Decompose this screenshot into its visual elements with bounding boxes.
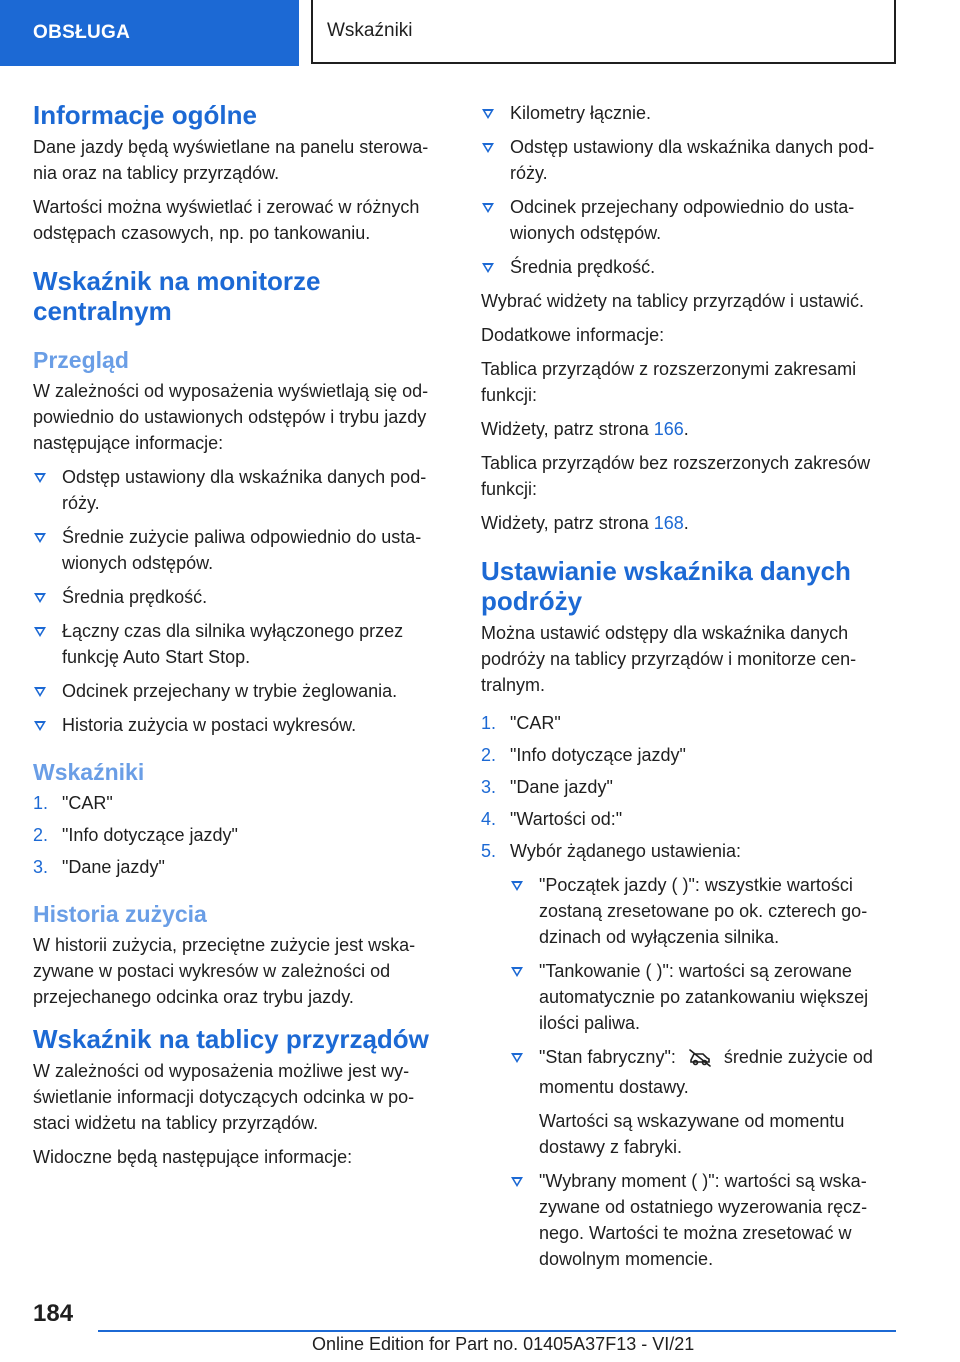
- list-item: "Stan fabryczny": średnie zużycie od momentu dostawy. Wartości są wskazywane od momentu dostawy z fabryki.: [510, 1044, 896, 1160]
- page-reference: Widżety, patrz strona 168.: [481, 513, 689, 533]
- list-item: Średnie zużycie paliwa odpowiednio do usta-wionych odstępów.: [33, 524, 448, 576]
- triangle-bullet-icon: [482, 203, 494, 213]
- heading-instrument-cluster: Wskaźnik na tablicy przyrządów: [33, 1024, 429, 1054]
- step-item: 1. "CAR": [481, 713, 561, 733]
- paragraph: Wybrać widżety na tablicy przyrządów i ustawić.: [481, 291, 864, 311]
- step-item: 4. "Wartości od:": [481, 809, 623, 829]
- left-column: [33, 100, 448, 1178]
- step-item: 5. Wybór żądanego ustawienia: "Początek jazdy ( )": wszystkie wartości zostaną zresetowane po ok. czterech go-dzinach od wyłączenia silnika. "Tankowanie ( )": wartości są zerowane automatycznie po zatankowaniu większej ilości paliwa. "Stan fabryczny": średnie zużycie od momentu dostawy. Wartości są wskazywane od momentu dostawy z fabryki. "Wybrany moment ( )": wartości są wska-zywane od ostatniego wyzerowania ręcz-nego. Wartości te można zresetować w dowolnym momencie.: [481, 838, 896, 1272]
- paragraph: W zależności od wyposażenia wyświetlają się od-powiednio do ustawionych odstępów i trybu jazdy następujące informacje:: [33, 381, 429, 453]
- page-link-166[interactable]: 166: [653, 419, 684, 439]
- step-item: 3. "Dane jazdy": [33, 857, 165, 877]
- page-header: [0, 0, 960, 66]
- triangle-bullet-icon: [34, 593, 46, 603]
- paragraph: Widoczne będą następujące informacje:: [33, 1147, 353, 1167]
- paragraph: Dane jazdy będą wyświetlane na panelu sterowa-nia oraz na tablicy przyrządów.: [33, 137, 429, 183]
- list-item: Historia zużycia w postaci wykresów.: [33, 712, 448, 738]
- triangle-bullet-icon: [511, 1177, 523, 1187]
- step-item: 1. "CAR": [33, 793, 113, 813]
- list-item: Średnia prędkość.: [33, 584, 448, 610]
- setting-options-list: [510, 872, 896, 1272]
- heading-general-info: Informacje ogólne: [33, 100, 257, 130]
- heading-central-monitor: Wskaźnik na monitorze centralnym: [33, 266, 321, 326]
- page-reference: Widżety, patrz strona 166.: [481, 419, 689, 439]
- triangle-bullet-icon: [482, 109, 494, 119]
- triangle-bullet-icon: [511, 1053, 523, 1063]
- triangle-bullet-icon: [511, 967, 523, 977]
- step-item: 2. "Info dotyczące jazdy": [481, 745, 686, 765]
- heading-trip-data-setting: Ustawianie wskaźnika danych podróży: [481, 556, 851, 616]
- chapter-tab[interactable]: Wskaźniki: [311, 0, 896, 64]
- edition-note: Online Edition for Part no. 01405A37F13 - VI/21: [312, 1334, 695, 1354]
- triangle-bullet-icon: [34, 533, 46, 543]
- cluster-info-list: [481, 100, 896, 280]
- list-item: Odstęp ustawiony dla wskaźnika danych pod-róży.: [481, 134, 896, 186]
- list-item: "Tankowanie ( )": wartości są zerowane automatycznie po zatankowaniu większej ilości paliwa.: [510, 958, 896, 1036]
- list-item: "Początek jazdy ( )": wszystkie wartości zostaną zresetowane po ok. czterech go-dzinach od wyłączenia silnika.: [510, 872, 896, 950]
- list-item: Odcinek przejechany w trybie żeglowania.: [33, 678, 448, 704]
- indicator-steps: [33, 790, 448, 880]
- overview-list: [33, 464, 448, 738]
- triangle-bullet-icon: [34, 627, 46, 637]
- paragraph: Tablica przyrządów bez rozszerzonych zakresów funkcji:: [481, 453, 871, 499]
- triangle-bullet-icon: [511, 881, 523, 891]
- paragraph: W zależności od wyposażenia możliwe jest wy-świetlanie informacji dotyczących odcinka w po-staci widżetu na tablicy przyrządów.: [33, 1061, 415, 1133]
- heading-overview: Przegląd: [33, 347, 129, 373]
- heading-consumption-history: Historia zużycia: [33, 901, 207, 927]
- heading-indicators: Wskaźniki: [33, 759, 145, 785]
- list-item: Łączny czas dla silnika wyłączonego przez funkcję Auto Start Stop.: [33, 618, 448, 670]
- triangle-bullet-icon: [482, 263, 494, 273]
- setting-steps: [481, 710, 896, 1272]
- paragraph: Tablica przyrządów z rozszerzonymi zakresami funkcji:: [481, 359, 857, 405]
- list-item: Kilometry łącznie.: [481, 100, 896, 126]
- paragraph: W historii zużycia, przeciętne zużycie jest wska-zywane w postaci wykresów w zależności od przejechanego odcinka oraz trybu jazdy.: [33, 935, 416, 1007]
- footer-divider: [98, 1330, 896, 1332]
- list-item: Odcinek przejechany odpowiednio do usta-wionych odstępów.: [481, 194, 896, 246]
- paragraph: Można ustawić odstępy dla wskaźnika danych podróży na tablicy przyrządów i monitorze cen-tralnym.: [481, 623, 857, 695]
- triangle-bullet-icon: [34, 473, 46, 483]
- triangle-bullet-icon: [34, 687, 46, 697]
- paragraph: Wartości można wyświetlać i zerować w różnych odstępach czasowych, np. po tankowaniu.: [33, 197, 420, 243]
- section-tab[interactable]: OBSŁUGA: [0, 0, 299, 66]
- triangle-bullet-icon: [34, 721, 46, 731]
- triangle-bullet-icon: [482, 143, 494, 153]
- factory-car-icon: [688, 1047, 712, 1074]
- step-item: 3. "Dane jazdy": [481, 777, 613, 797]
- list-item: "Wybrany moment ( )": wartości są wska-zywane od ostatniego wyzerowania ręcz-nego. Wartości te można zresetować w dowolnym momencie.: [510, 1168, 896, 1272]
- factory-note: Wartości są wskazywane od momentu dostawy z fabryki.: [539, 1111, 845, 1157]
- page-link-168[interactable]: 168: [653, 513, 684, 533]
- paragraph: Dodatkowe informacje:: [481, 325, 665, 345]
- list-item: Odstęp ustawiony dla wskaźnika danych pod-róży.: [33, 464, 448, 516]
- right-column: [481, 100, 896, 1280]
- list-item: Średnia prędkość.: [481, 254, 896, 280]
- page-number: 184: [33, 1300, 74, 1327]
- step-item: 2. "Info dotyczące jazdy": [33, 825, 238, 845]
